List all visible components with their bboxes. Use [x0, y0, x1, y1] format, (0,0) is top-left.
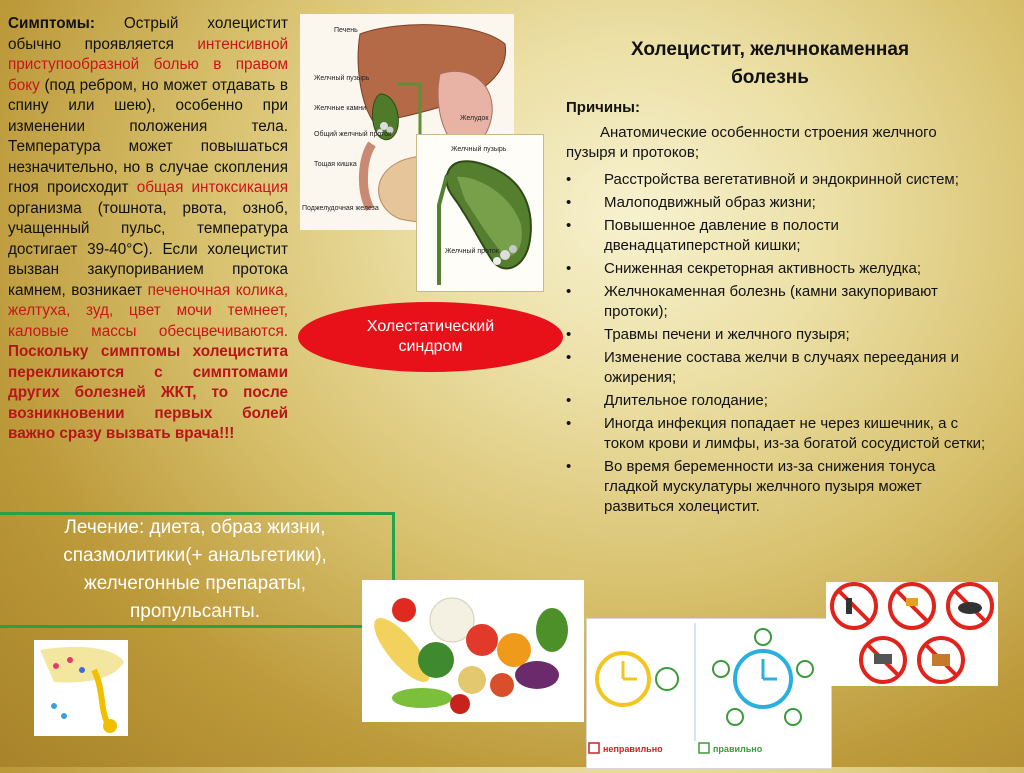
- list-item: [566, 391, 986, 411]
- label-duct: Общий желчный проток: [314, 131, 392, 138]
- list-item: [566, 325, 986, 345]
- right-label: правильно: [713, 744, 763, 754]
- forbidden-foods-image: [826, 582, 998, 686]
- bullet: •: [566, 349, 572, 366]
- cause-text: Повышенное давление в полости двенадцатиперстной кишки;: [604, 217, 839, 254]
- label-stomach: Желудок: [460, 115, 489, 122]
- meal-schedule-image: [586, 618, 832, 769]
- bullet: •: [566, 392, 572, 409]
- cause-text: Во время беременности из-за снижения тонуса гладкой мускулатуры желчного пузыря может развиться холецистит.: [604, 458, 936, 515]
- wrong-label: неправильно: [603, 744, 663, 754]
- title-line: Холецистит, желчнокаменная: [630, 39, 910, 60]
- cause-text: Желчнокаменная болезнь (камни закупоривают протоки);: [604, 283, 938, 320]
- causes-heading: Причины:: [566, 99, 640, 116]
- bullet: •: [566, 458, 572, 475]
- causes-list: [566, 170, 986, 520]
- cause-text: Расстройства вегетативной и эндокринной систем;: [604, 171, 959, 188]
- bullet: •: [566, 217, 572, 234]
- label-gallbladder: Желчный пузырь: [314, 75, 370, 82]
- symptoms-text: [8, 14, 288, 445]
- symptoms-pain: интенсивной приступообразной болью в правом боку: [8, 35, 288, 94]
- list-item: [566, 259, 986, 279]
- label-liver: Печень: [334, 27, 358, 34]
- symptoms-call-doctor: вызвать врача!!!: [105, 425, 235, 442]
- treatment-line: пропульсанты.: [130, 601, 260, 622]
- symptoms-colic: печеночная колика, желтуха, зуд, цвет мочи темнеет, каловые массы обесцвечиваются.: [8, 281, 288, 340]
- page-title: [560, 36, 980, 92]
- causes-intro: Анатомические особенности строения желчного пузыря и протоков;: [566, 124, 937, 161]
- bullet: •: [566, 194, 572, 211]
- treatment-line: Лечение: диета, образ жизни,: [64, 517, 326, 538]
- symptoms-part1: Острый холецистит обычно проявляется: [8, 15, 288, 53]
- treatment-text: [10, 514, 380, 626]
- vegetables-image: [362, 580, 584, 722]
- bullet: •: [566, 326, 572, 343]
- treatment-line: желчегонные препараты,: [84, 573, 306, 594]
- list-item: [566, 282, 986, 322]
- symptoms-warning: Поскольку симптомы холецистита перекликаются с симптомами других болезней ЖКТ, то после возникновении первых болей важно сразу: [8, 343, 288, 442]
- cause-text: Длительное голодание;: [604, 392, 768, 409]
- treatment-line: спазмолитики(+ анальгетики),: [63, 545, 327, 566]
- bullet: •: [566, 283, 572, 300]
- label-stones: Желчные камни: [314, 105, 367, 112]
- list-item: [566, 170, 986, 190]
- gallbladder-small-image: [34, 640, 128, 736]
- title-line: болезнь: [731, 67, 809, 88]
- cholestatic-label: Холестатический синдром: [366, 318, 495, 355]
- list-item: [566, 414, 986, 454]
- list-item: [566, 216, 986, 256]
- label-gallbladder-2: Желчный пузырь: [451, 146, 507, 153]
- cause-text: Изменение состава желчи в случаях переедания и ожирения;: [604, 349, 960, 386]
- list-item: [566, 193, 986, 213]
- cholestatic-syndrome-badge: [298, 302, 563, 372]
- bullet: •: [566, 260, 572, 277]
- list-item: [566, 457, 986, 517]
- cause-text: Иногда инфекция попадает не через кишечник, а с током крови и лимфы, из-за богатой сосудистой сетки;: [604, 415, 986, 452]
- cause-text: Травмы печени и желчного пузыря;: [604, 326, 850, 343]
- list-item: [566, 348, 986, 388]
- label-duct-2: Желчный проток: [445, 248, 499, 255]
- label-pancreas: Поджелудочная железа: [302, 205, 379, 212]
- cause-text: Сниженная секреторная активность желудка;: [604, 260, 922, 277]
- bullet: •: [566, 415, 572, 432]
- label-intestine: Тощая кишка: [314, 161, 357, 168]
- bullet: •: [566, 171, 572, 188]
- cause-text: Малоподвижный образ жизни;: [604, 194, 816, 211]
- gallbladder-image: [416, 134, 544, 292]
- symptoms-part2: (под ребром, но может отдавать в спину или шею), особенно при изменении положения тела. Температура может повышаться незначительно, но в случае скопления гноя происходит: [8, 76, 288, 196]
- symptoms-part3: организма (тошнота, рвота, озноб, учащенный пульс, температура достигает 39-40°С). Если холецистит вызван закупориванием протока камнем, возникает: [8, 199, 288, 299]
- symptoms-heading: Симптомы:: [8, 15, 95, 32]
- symptoms-intoxication: общая интоксикация: [136, 179, 288, 196]
